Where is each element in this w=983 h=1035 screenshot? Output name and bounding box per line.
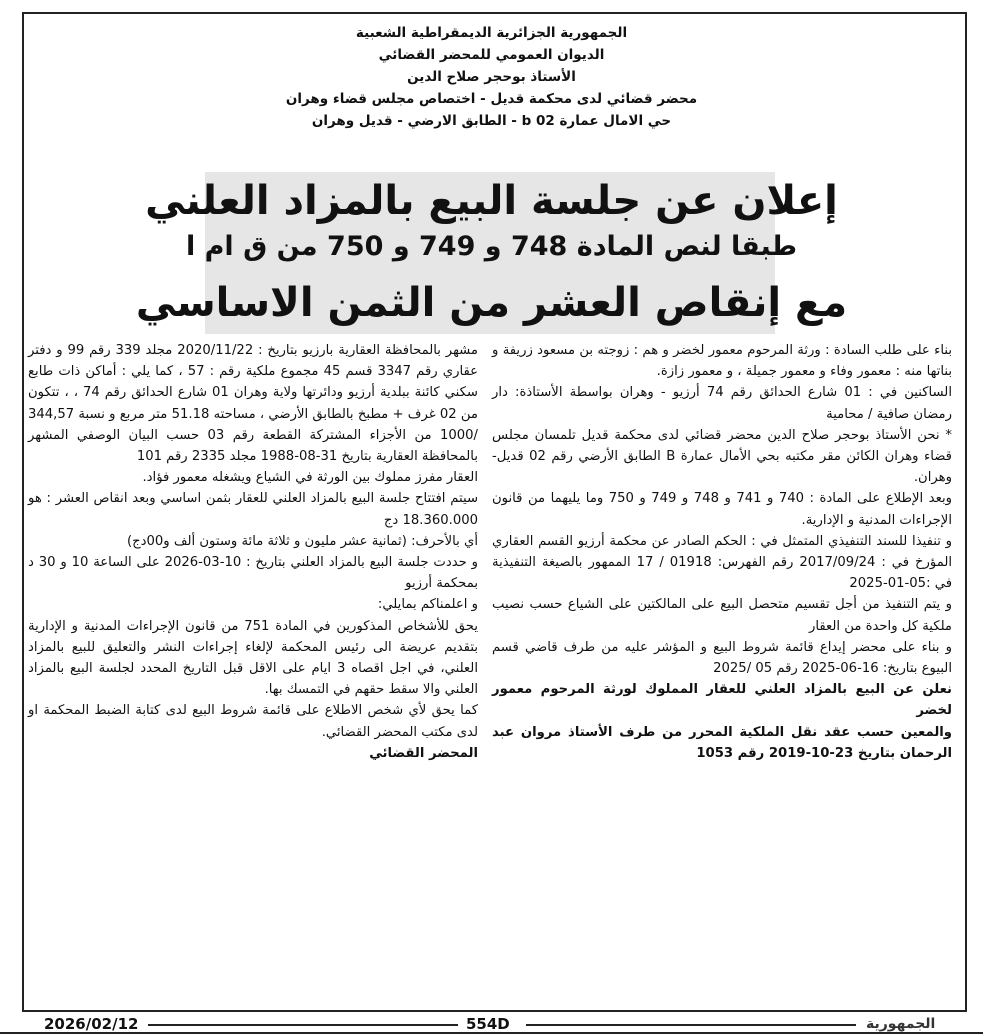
page-footer [26, 1016, 961, 1032]
bailiff-paragraph: * نحن الأستاذ بوحجر صلاح الدين محضر قضائي لدى محكمة قديل تلمسان مجلس قضاء وهران الكائن مقر مكتبه بحي الأمال عمارة B الطابق الأرضي رقم 02 قديل- وهران. [492, 427, 952, 486]
office-header [0, 22, 983, 132]
bottom-rule [0, 1032, 983, 1034]
newspaper-logo: الجمهورية [866, 1016, 936, 1032]
division-paragraph: و يتم التنفيذ من أجل تقسيم متحصل البيع على المالكتين على الشياع حسب نصيب ملكية كل واحدة من العقار [492, 597, 952, 634]
footer-rule-right [526, 1024, 856, 1026]
cancellation-right-paragraph: يحق للأشخاص المذكورين في المادة 751 من قانون الإجراءات المدنية و الإدارية بتقديم عريضة الى رئيس المحكمة لإلغاء إجراءات النشر والتعليق للبيع بالمزاد العلني، في اجل اقصاه 3 ايام على الاقل قبل التاريخ المحدد لجلسة البيع بالمزاد العلني والا سقط حقهم في التمسك بها. [28, 618, 478, 698]
requesters-paragraph: بناء على طلب السادة : ورثة المرحوم معمور لخضر و هم : زوجته بن مسعود زريفة و بناتها منه : معمور وفاء و معمور جميلة ، و معمور زازة. [492, 343, 952, 380]
base-price-paragraph: سيتم افتتاح جلسة البيع بالمزاد العلني للعقار بثمن اساسي وبعد انقاص العشر : هو 18.360.000 دج [28, 491, 478, 528]
residence-paragraph: الساكنين في : 01 شارع الحدائق رقم 74 أرزيو - وهران بواسطة الأستاذة: دار رمضان صافية / محامية [492, 385, 952, 422]
enforcement-title-paragraph: و تنفيذا للسند التنفيذي المتمثل في : الحكم الصادر عن محكمة أرزيو القسم العقاري المؤرخ في : 2017/09/24 رقم الفهرس: 01918 / 17 الممهور بالصيغة التنفيذية في :05-01-2025 [492, 533, 953, 592]
header-country: الجمهورية الجزائرية الديمقراطية الشعبية [355, 25, 628, 41]
price-in-words-paragraph: أي بالأحرف: (ثمانية عشر مليون و ثلاثة مائة وستون ألف و00دج) [126, 533, 478, 549]
ownership-deed-paragraph: والمعين حسب عقد نقل الملكية المحرر من طرف الأستاذ مروان عبد الرحمان بتاريخ 23-10-2019 رقم 1053 [492, 724, 952, 761]
price-reduction-title: مع إنقاص العشر من الثمن الاساسي [135, 280, 848, 326]
auction-date-paragraph: و حددت جلسة البيع بالمزاد العلني بتاريخ : 10-03-2026 على الساعة 10 و 30 د بمحكمة أرزيو [28, 555, 478, 592]
header-address: حي الامال عمارة b 02 - الطابق الارضي - قديل وهران [311, 113, 672, 129]
consultation-right-paragraph: كما يحق لأي شخص الاطلاع على قائمة شروط البيع لدى كتابة الضبط المحكمة او لدى مكتب المحضر القضائي. [28, 703, 478, 740]
conditions-deposit-paragraph: و بناء على محضر إيداع قائمة شروط البيع و المؤشر عليه من طرف قاضي قسم البيوع بتاريخ: 16-06-2025 رقم 05 /2025 [492, 639, 952, 677]
property-description-paragraph: مشهر بالمحافظة العقارية بارزيو بتاريخ : 2020/11/22 مجلد 339 رقم 99 و دفتر عقاري رقم 3347 قسم 45 مجموع ملكية رقم : 57 ، كما يلي : أماكن ذات طابع سكني كائنة ببلدية أرزيو ودائرتها ولاية وهران 01 شارع الحدائق رقم 74 ، ، تتكون من 02 غرف + مطبخ بالطابق الأرضي ، مساحته 51.18 متر مربع و نسبة 344,57 /1000 من الأجزاء المشتركة القطعة رقم 03 حسب البيان الوصفي المشهر بالمحافظة العقارية بتاريخ 31-08-1988 مجلد 2335 رقم 101 [28, 343, 478, 465]
footer-ad-code: 554D [466, 1015, 510, 1033]
header-bailiff-name: الأستاذ بوحجر صلاح الدين [407, 69, 576, 85]
occupancy-paragraph: العقار مفرز مملوك بين الورثة في الشياع ويشغله معمور فؤاد. [142, 470, 478, 486]
signature: المحضر القضائي [369, 745, 478, 761]
left-text-column [28, 340, 478, 764]
header-office: الديوان العمومي للمحضر القضائي [378, 47, 605, 63]
announcement-title: إعلان عن جلسة البيع بالمزاد العلني [145, 178, 838, 224]
footer-rule-left [148, 1024, 458, 1026]
sale-announcement-paragraph: نعلن عن البيع بالمزاد العلني للعقار المملوك لورثة المرحوم معمور لخضر [492, 682, 952, 719]
legal-basis-subtitle: طبقا لنص المادة 748 و 749 و 750 من ق ام ا [185, 231, 798, 262]
footer-date: 2026/02/12 [44, 1015, 139, 1033]
right-text-column [492, 340, 952, 764]
notice-intro-paragraph: و اعلمناكم بمايلي: [377, 597, 478, 613]
header-jurisdiction: محضر قضائي لدى محكمة قديل - اختصاص مجلس قضاء وهران [285, 91, 698, 107]
articles-paragraph: وبعد الإطلاع على المادة : 740 و 741 و 748 و 749 و 750 وما يليهما من قانون الإجراءات المدنية و الإدارية. [492, 491, 952, 528]
